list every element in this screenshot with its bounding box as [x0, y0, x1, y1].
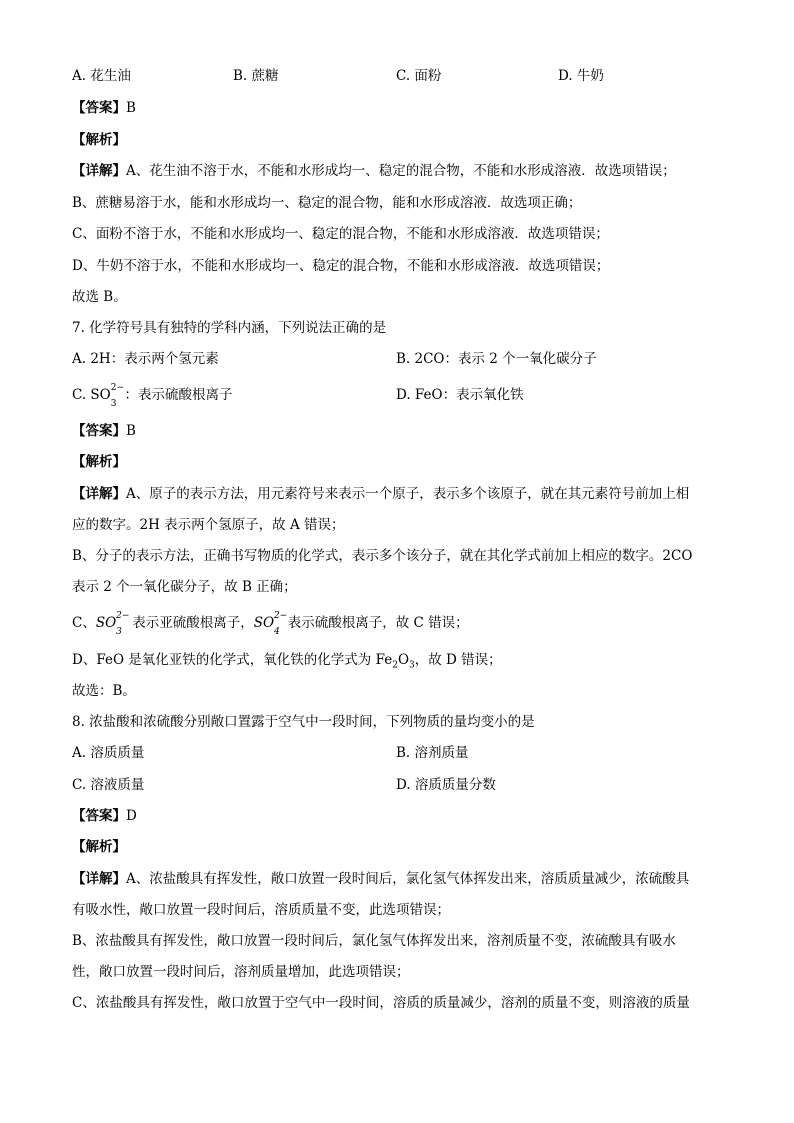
- q8-detail-b2: 性，敞口放置一段时间后，溶剂质量增加，此选项错误；: [72, 964, 410, 980]
- q8-option-a: A. 溶质质量: [72, 745, 145, 761]
- detail-c-suffix: 表示硫酸根离子，故 C 错误；: [287, 615, 469, 631]
- detail-d-prefix: D、FeO 是氧化亚铁的化学式，氧化铁的化学式为 Fe: [72, 652, 393, 668]
- sulfate-formula: SO: [253, 615, 275, 631]
- q6-conclusion: 故选 B。: [72, 289, 127, 305]
- q7-detail-c: [72, 613, 722, 639]
- answer-tag: 【答案】: [72, 808, 126, 824]
- option-c-scripts: [110, 383, 125, 411]
- detail-c-mid: 表示亚硫酸根离子，: [127, 615, 254, 631]
- q6-analysis-tag: [72, 130, 722, 150]
- q6-option-d: D. 牛奶: [558, 68, 604, 84]
- q8-detail-a2: 有吸水性，敞口放置一段时间后，溶质质量不变，此选项错误；: [72, 902, 450, 918]
- q7-option-b: B. 2CO：表示 2 个一氧化碳分子: [396, 351, 597, 367]
- q7-option-c: [72, 385, 232, 411]
- charge-sup: 2−: [116, 611, 130, 621]
- charge-sup: 2−: [274, 611, 288, 621]
- answer-value: D: [126, 808, 137, 824]
- sulfate-scripts: [274, 611, 288, 639]
- q8-option-d: D. 溶质质量分数: [396, 777, 496, 793]
- q7-detail-a1: [72, 484, 722, 504]
- q6-detail-c: C、面粉不溶于水，不能和水形成均一、稳定的混合物，不能和水形成溶液．故选项错误；: [72, 226, 609, 242]
- q6-detail-a: [72, 161, 722, 181]
- q8-detail-a1: [72, 869, 722, 889]
- q8-detail-b1: B、浓盐酸具有挥发性，敞口放置一段时间后，氯化氢气体挥发出来，溶剂质量不变，浓硫酸具有吸水: [72, 933, 676, 949]
- analysis-tag: 【解析】: [72, 839, 126, 855]
- option-c-formula: C. SO: [72, 387, 111, 403]
- q7-option-d: D. FeO：表示氧化铁: [396, 387, 524, 403]
- answer-tag: 【答案】: [72, 100, 126, 116]
- fe-sub: 2: [392, 660, 398, 671]
- q7-analysis-tag: [72, 452, 722, 472]
- o-sub: 3: [409, 660, 415, 671]
- analysis-tag: 【解析】: [72, 132, 126, 148]
- answer-value: B: [126, 100, 136, 116]
- detail-tag: 【详解】: [72, 871, 126, 887]
- q7-detail-b2: 表示 2 个一氧化碳分子，故 B 正确；: [72, 579, 297, 595]
- q8-option-c: C. 溶液质量: [72, 777, 145, 793]
- charge-sup: 2−: [110, 383, 125, 393]
- q8-answer-line: [72, 806, 722, 826]
- option-c-text: ：表示硫酸根离子: [124, 387, 233, 403]
- count-sub: 3: [116, 626, 122, 637]
- q8-option-b: B. 溶剂质量: [396, 745, 469, 761]
- q6-detail-d: D、牛奶不溶于水，不能和水形成均一、稳定的混合物，不能和水形成溶液．故选项错误；: [72, 258, 610, 274]
- detail-c-prefix: C、: [72, 615, 96, 631]
- count-sub: 4: [274, 626, 280, 637]
- q7-detail-b1: B、分子的表示方法，正确书写物质的化学式，表示多个该分子，就在其化学式前加上相应的数字。2CO: [72, 548, 693, 564]
- detail-text: A、原子的表示方法，用元素符号来表示一个原子，表示多个该原子，就在其元素符号前加上相: [126, 486, 690, 502]
- detail-tag: 【详解】: [72, 486, 126, 502]
- q6-detail-b: B、蔗糖易溶于水，能和水形成均一、稳定的混合物，能和水形成溶液．故选项正确；: [72, 195, 582, 211]
- q7-stem: 7. 化学符号具有独特的学科内涵，下列说法正确的是: [72, 320, 387, 336]
- q7-detail-d: [72, 650, 722, 676]
- q7-answer-line: [72, 421, 722, 441]
- q8-analysis-tag: [72, 837, 722, 857]
- oxygen: O: [397, 652, 410, 668]
- detail-d-suffix: ，故 D 错误；: [414, 652, 502, 668]
- detail-tag: 【详解】: [72, 163, 126, 179]
- q7-conclusion: 故选：B。: [72, 683, 136, 699]
- q8-stem: 8. 浓盐酸和浓硫酸分别敞口置露于空气中一段时间，下列物质的量均变小的是: [72, 714, 535, 730]
- q7-detail-a2: 应的数字。2H 表示两个氢原子，故 A 错误；: [72, 517, 345, 533]
- q6-option-c: C. 面粉: [396, 68, 442, 84]
- q6-option-a: A. 花生油: [72, 68, 131, 84]
- count-sub: 3: [110, 398, 117, 409]
- sulfite-scripts: [116, 611, 130, 639]
- q8-detail-c1: C、浓盐酸具有挥发性，敞口放置于空气中一段时间，溶质的质量减少，溶剂的质量不变，则溶液的质量: [72, 995, 690, 1011]
- analysis-tag: 【解析】: [72, 454, 126, 470]
- detail-text: A、花生油不溶于水，不能和水形成均一、稳定的混合物，不能和水形成溶液．故选项错误；: [126, 163, 676, 179]
- answer-value: B: [126, 423, 136, 439]
- q6-answer-line: [72, 98, 722, 118]
- sulfite-formula: SO: [95, 615, 117, 631]
- detail-text: A、浓盐酸具有挥发性，敞口放置一段时间后，氯化氢气体挥发出来，溶质质量减少，浓硫酸具: [126, 871, 690, 887]
- answer-tag: 【答案】: [72, 423, 126, 439]
- q6-option-b: B. 蔗糖: [233, 68, 279, 84]
- q7-option-a: A. 2H：表示两个氢元素: [72, 351, 219, 367]
